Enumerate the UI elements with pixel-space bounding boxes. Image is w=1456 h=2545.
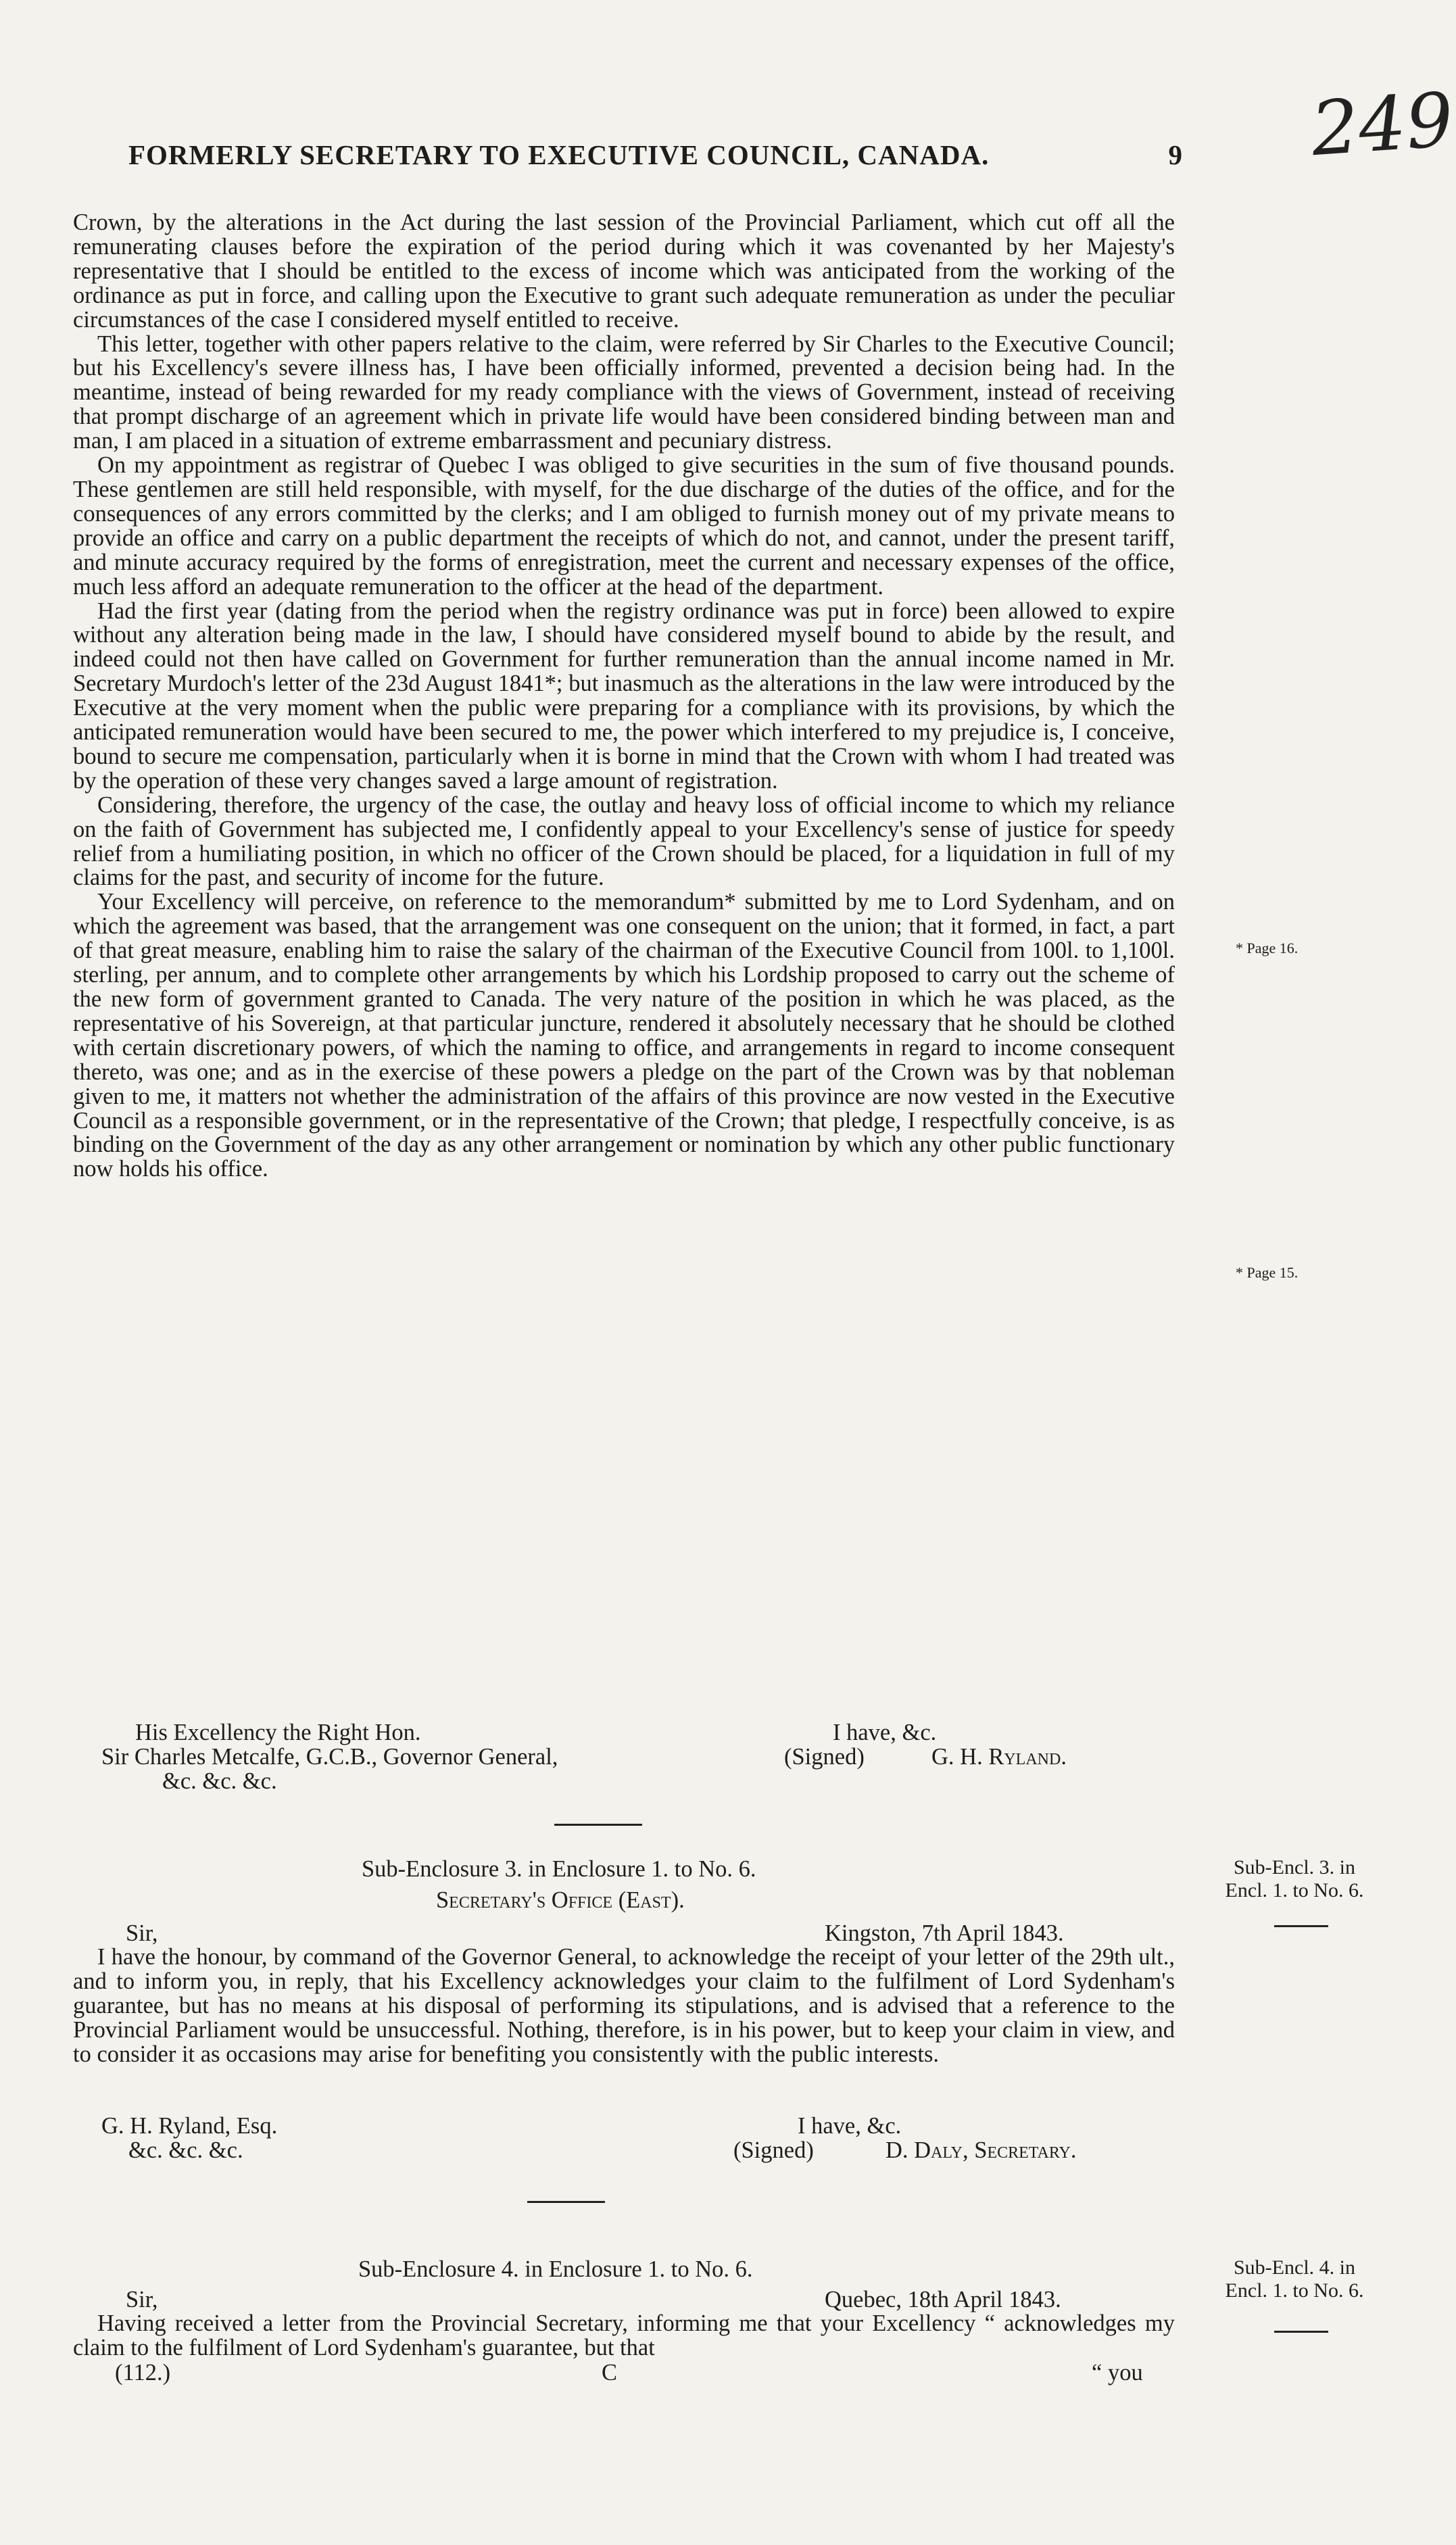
- addressee-line: His Excellency the Right Hon.: [135, 1720, 421, 1745]
- addressee-line: Sir Charles Metcalfe, G.C.B., Governor General,: [101, 1744, 558, 1770]
- handwritten-folio-number: 249: [1308, 76, 1456, 173]
- sub-enclosure-4-text: [73, 2312, 1175, 2360]
- paragraph: On my appointment as registrar of Quebec I was obliged to give securities in the sum of five thousand pounds. These gentlemen are still held responsible, with myself, for the due discharge of the duties of the office, and for the consequences of any errors committed by the clerks; and I am obliged to furnish money out of my private means to provide an office and carry on a public department the receipts of which do not, and cannot, under the present tariff, and minute accuracy required by the forms of enregistration, meet the current and necessary expenses of the office, much less afford an adequate remuneration to the officer at the head of the department.: [73, 452, 1175, 600]
- paragraph: Crown, by the alterations in the Act during the last session of the Provincial Parliament, which cut off all the remunerating clauses before the expiration of the period during which it was covenanted by her Majesty's representative that I should be entitled to the excess of income which was anticipated from the working of the ordinance as put in force, and calling upon the Executive to grant such adequate remuneration as under the peculiar circumstances of the case I considered myself entitled to receive.: [73, 210, 1175, 333]
- sub-enclosure-4-heading: Sub-Enclosure 4. in Enclosure 1. to No. 6.: [358, 2256, 753, 2282]
- paragraph: This letter, together with other papers relative to the claim, were referred by Sir Charles to the Executive Council; but his Excellency's severe illness has, I have been officially informed, prevented a decision being had. In the meantime, instead of being rewarded for my ready compliance with the views of Government, instead of receiving that prompt discharge of an agreement which in private life would have been considered binding between man and man, I am placed in a situation of extreme embarrassment and pecuniary distress.: [73, 331, 1175, 454]
- closing-i-have: I have, &c.: [833, 1720, 937, 1745]
- main-letter-body: [73, 211, 1175, 1182]
- sub-enclosure-3-signer: D. Daly, Secretary.: [885, 2137, 1077, 2163]
- sub-enclosure-3-office: Secretary's Office (East).: [436, 1887, 685, 1913]
- side-heading-line: Sub-Encl. 4. in: [1234, 2256, 1355, 2279]
- paragraph: Considering, therefore, the urgency of the case, the outlay and heavy loss of official income to which my reliance on the faith of Government has subjected me, I confidently appeal to your Excellency's sense of justice for speedy relief from a humiliating position, in which no officer of the Crown should be placed, for a liquidation in full of my claims for the past, and security of income for the future.: [73, 792, 1175, 891]
- closing-addressee: [101, 1720, 558, 1793]
- sub-enclosure-3-heading: Sub-Enclosure 3. in Enclosure 1. to No. 6.: [362, 1856, 756, 1882]
- sub-enclosure-4-date: Quebec, 18th April 1843.: [825, 2287, 1061, 2312]
- footer-catchword: “ you: [1092, 2360, 1143, 2385]
- sub-enclosure-3-text: [73, 1945, 1175, 2067]
- footer-signature-mark: C: [602, 2360, 618, 2385]
- margin-note-page-15: * Page 15.: [1236, 1264, 1299, 1281]
- sub-enclosure-3-date: Kingston, 7th April 1843.: [825, 1920, 1064, 1946]
- paragraph: Your Excellency will perceive, on reference to the memorandum* submitted by me to Lord Sydenham, and on which the agreement was based, that the arrangement was one consequent on the union; that it formed, in fact, a part of that great measure, enabling him to raise the salary of the chairman of the Executive Council from 100l. to 1,100l. sterling, per annum, and to complete other arrangements by which his Lordship proposed to carry out the scheme of the new form of government granted to Canada. The very nature of the position in which he was placed, as the representative of his Sovereign, at that particular juncture, rendered it absolutely necessary that he should be clothed with certain discretionary powers, of which the naming to office, and arrangements in regard to income consequent thereto, was one; and as in the exercise of these powers a pledge on the part of the Crown was by that nobleman given to me, it matters not whether the administration of the affairs of this province are now vested in the Executive Council as a responsible government, or in the representative of the Crown; that pledge, I respectfully conceive, is as binding on the Government of the day as any other arrangement or nomination by which any other public functionary now holds his office.: [73, 889, 1175, 1182]
- side-heading-line: Sub-Encl. 3. in: [1234, 1856, 1355, 1879]
- sub-enclosure-3-side-heading: [1210, 1856, 1379, 1902]
- addressee-line: &c. &c. &c.: [128, 2137, 243, 2163]
- sub-enclosure-3-addressee: [101, 2114, 277, 2162]
- margin-note-page-16: * Page 16.: [1236, 940, 1299, 956]
- sub-enclosure-3-i-have: I have, &c.: [798, 2113, 902, 2139]
- sub-enclosure-4-side-heading: [1210, 2256, 1379, 2302]
- footer-sheet-number: (112.): [115, 2360, 171, 2385]
- sub-enclosure-4-salutation: Sir,: [126, 2287, 158, 2312]
- side-heading-line: Encl. 1. to No. 6.: [1225, 2279, 1364, 2302]
- running-header: [128, 139, 1183, 171]
- header-page-number: 9: [1168, 139, 1183, 170]
- paragraph: Having received a letter from the Provincial Secretary, informing me that your Excellency “ acknowledges my claim to the fulfilment of Lord Sydenham's guarantee, but that: [73, 2310, 1175, 2360]
- closing-signed: (Signed): [784, 1744, 865, 1770]
- paragraph: I have the honour, by command of the Governor General, to acknowledge the receipt of your letter of the 29th ult., and to inform you, in reply, that his Excellency acknowledges your claim to the fulfilment of Lord Sydenham's guarantee, but has no means at his disposal of performing its stipulations, and is advised that a reference to the Provincial Parliament would be unsuccessful. Nothing, therefore, is in his power, but to keep your claim in view, and to consider it as occasions may arise for benefiting you consistently with the public interests.: [73, 1944, 1175, 2067]
- paragraph: Had the first year (dating from the period when the registry ordinance was put in force) been allowed to expire without any alteration being made in the law, I should have considered myself bound to abide by the result, and indeed could not then have called on Government for further remuneration than the annual income named in Mr. Secretary Murdoch's letter of the 23d August 1841*; but inasmuch as the alterations in the law were introduced by the Executive at the very moment when the public were preparing for a compliance with its provisions, by which the anticipated remuneration would have been secured to me, the power which interfered to my prejudice is, I conceive, bound to secure me compensation, particularly when it is borne in mind that the Crown with whom I had treated was by the operation of these very changes saved a large amount of registration.: [73, 598, 1175, 794]
- section-divider: [554, 1824, 642, 1826]
- side-divider: [1274, 1925, 1328, 1927]
- addressee-line: G. H. Ryland, Esq.: [101, 2113, 278, 2139]
- side-heading-line: Encl. 1. to No. 6.: [1225, 1879, 1364, 1901]
- side-divider: [1274, 2331, 1328, 2333]
- header-title: FORMERLY SECRETARY TO EXECUTIVE COUNCIL, CANADA.: [128, 139, 990, 170]
- closing-signer: G. H. Ryland.: [931, 1744, 1067, 1770]
- addressee-line: &c. &c. &c.: [162, 1768, 277, 1794]
- sub-enclosure-3-salutation: Sir,: [126, 1920, 158, 1946]
- section-divider: [527, 2201, 605, 2203]
- sub-enclosure-3-signed: (Signed): [733, 2137, 814, 2163]
